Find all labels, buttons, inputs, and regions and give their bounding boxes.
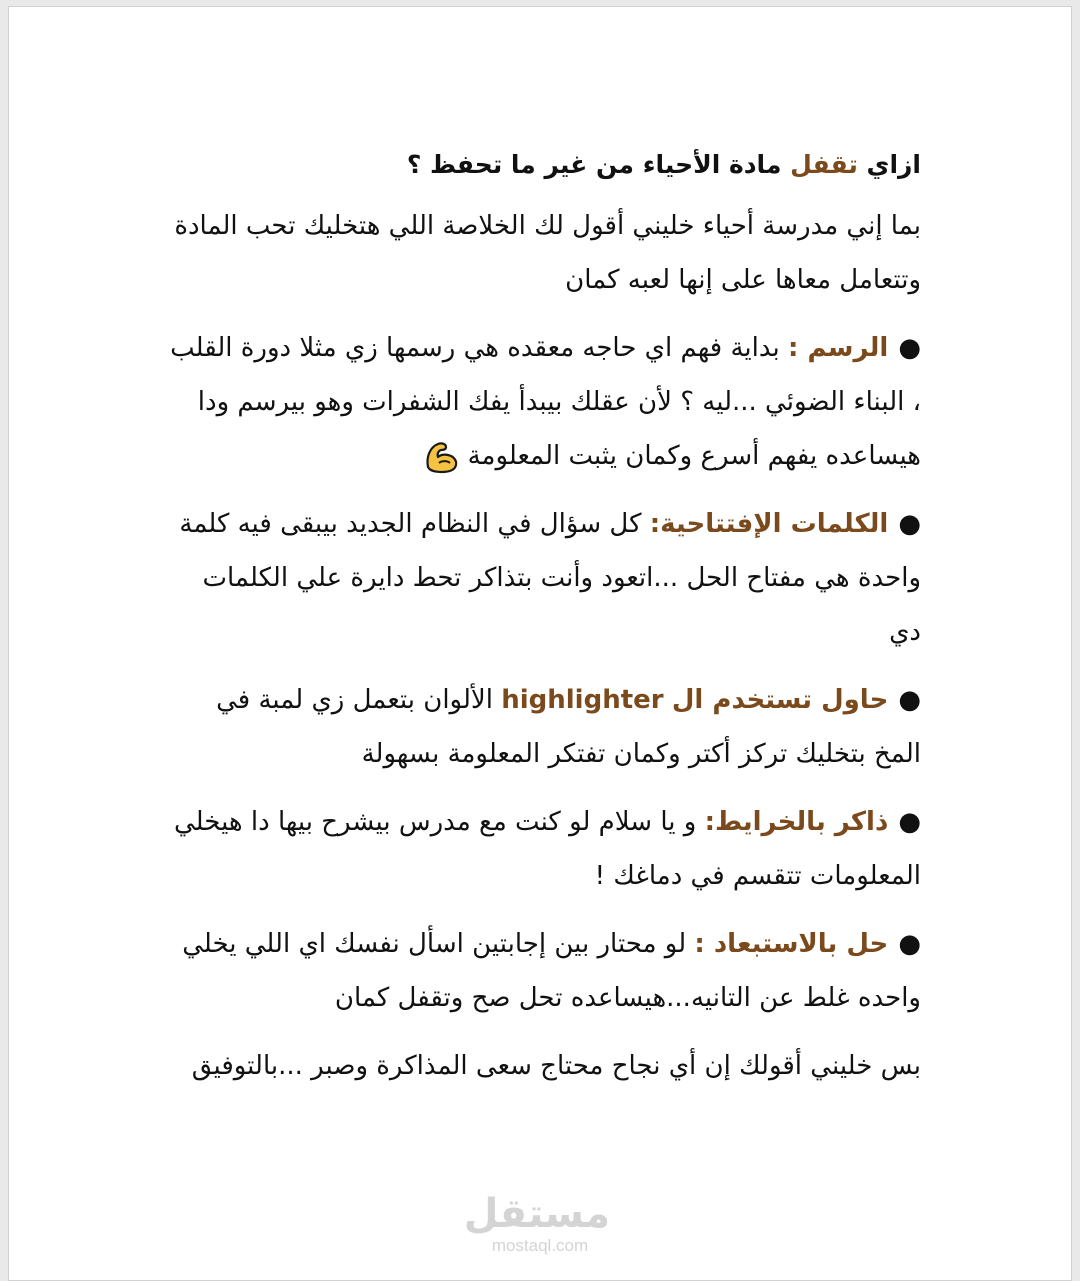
bullet-dot: ●	[898, 807, 921, 837]
bullet-highlighter	[169, 673, 921, 781]
bullet-dot: ●	[898, 929, 921, 959]
bullet-heading-latin: highlighter	[501, 685, 664, 715]
page-title	[169, 135, 921, 195]
bullet-dot: ●	[898, 685, 921, 715]
bullet-drawing	[169, 321, 921, 483]
bullet-dot: ●	[898, 333, 921, 363]
bullet-heading: الرسم :	[788, 333, 889, 363]
document-content	[169, 135, 921, 1107]
bullet-elimination	[169, 917, 921, 1025]
watermark-site: mostaql.com	[491, 1236, 589, 1255]
bullet-heading: الكلمات الإفتتاحية:	[649, 509, 889, 539]
bullet-text: الألوان بتعمل زي لمبة في المخ بتخليك تركز أكتر وكمان تفتكر المعلومة بسهولة	[216, 685, 921, 769]
document-page	[8, 6, 1072, 1281]
bullet-mindmaps	[169, 795, 921, 903]
bullet-heading: حاول تستخدم ال	[671, 685, 889, 715]
bullet-dot: ●	[898, 509, 921, 539]
bullet-text: لو محتار بين إجابتين اسأل نفسك اي اللي يخلي واحده غلط عن التانيه...هيساعده تحل صح وتقفل كمان	[182, 929, 921, 1013]
title-accent: تقفل	[790, 150, 858, 179]
title-after: مادة الأحياء من غير ما تحفظ ؟	[406, 150, 791, 179]
bullet-heading: ذاكر بالخرايط:	[704, 807, 889, 837]
bullet-text: بداية فهم اي حاجه معقده هي رسمها زي مثلا دورة القلب ، البناء الضوئي ...ليه ؟ لأن عقلك بيبدأ يفك الشفرات وهو بيرسم ودا هيساعده يفهم أسرع وكمان يثبت المعلومة	[170, 333, 921, 471]
intro-paragraph: بما إني مدرسة أحياء خليني أقول لك الخلاصة اللي هتخليك تحب المادة وتتعامل معاها على إنها لعبه كمان	[174, 211, 921, 295]
bullet-keywords	[169, 497, 921, 659]
watermark	[463, 1191, 610, 1256]
flexed-biceps-icon	[422, 437, 462, 477]
bullet-text: و يا سلام لو كنت مع مدرس بيشرح بيها دا هيخلي المعلومات تتقسم في دماغك !	[174, 807, 921, 891]
bullet-text: كل سؤال في النظام الجديد بيبقى فيه كلمة واحدة هي مفتاح الحل ...اتعود وأنت بتذاكر تحط دايرة علي الكلمات دي	[179, 509, 921, 647]
closing-paragraph: بس خليني أقولك إن أي نجاح محتاج سعى المذاكرة وصبر ...بالتوفيق	[191, 1051, 921, 1081]
title-before: ازاي	[857, 150, 921, 179]
watermark-logo: مستقل	[463, 1191, 610, 1237]
bullet-heading: حل بالاستبعاد :	[694, 929, 889, 959]
